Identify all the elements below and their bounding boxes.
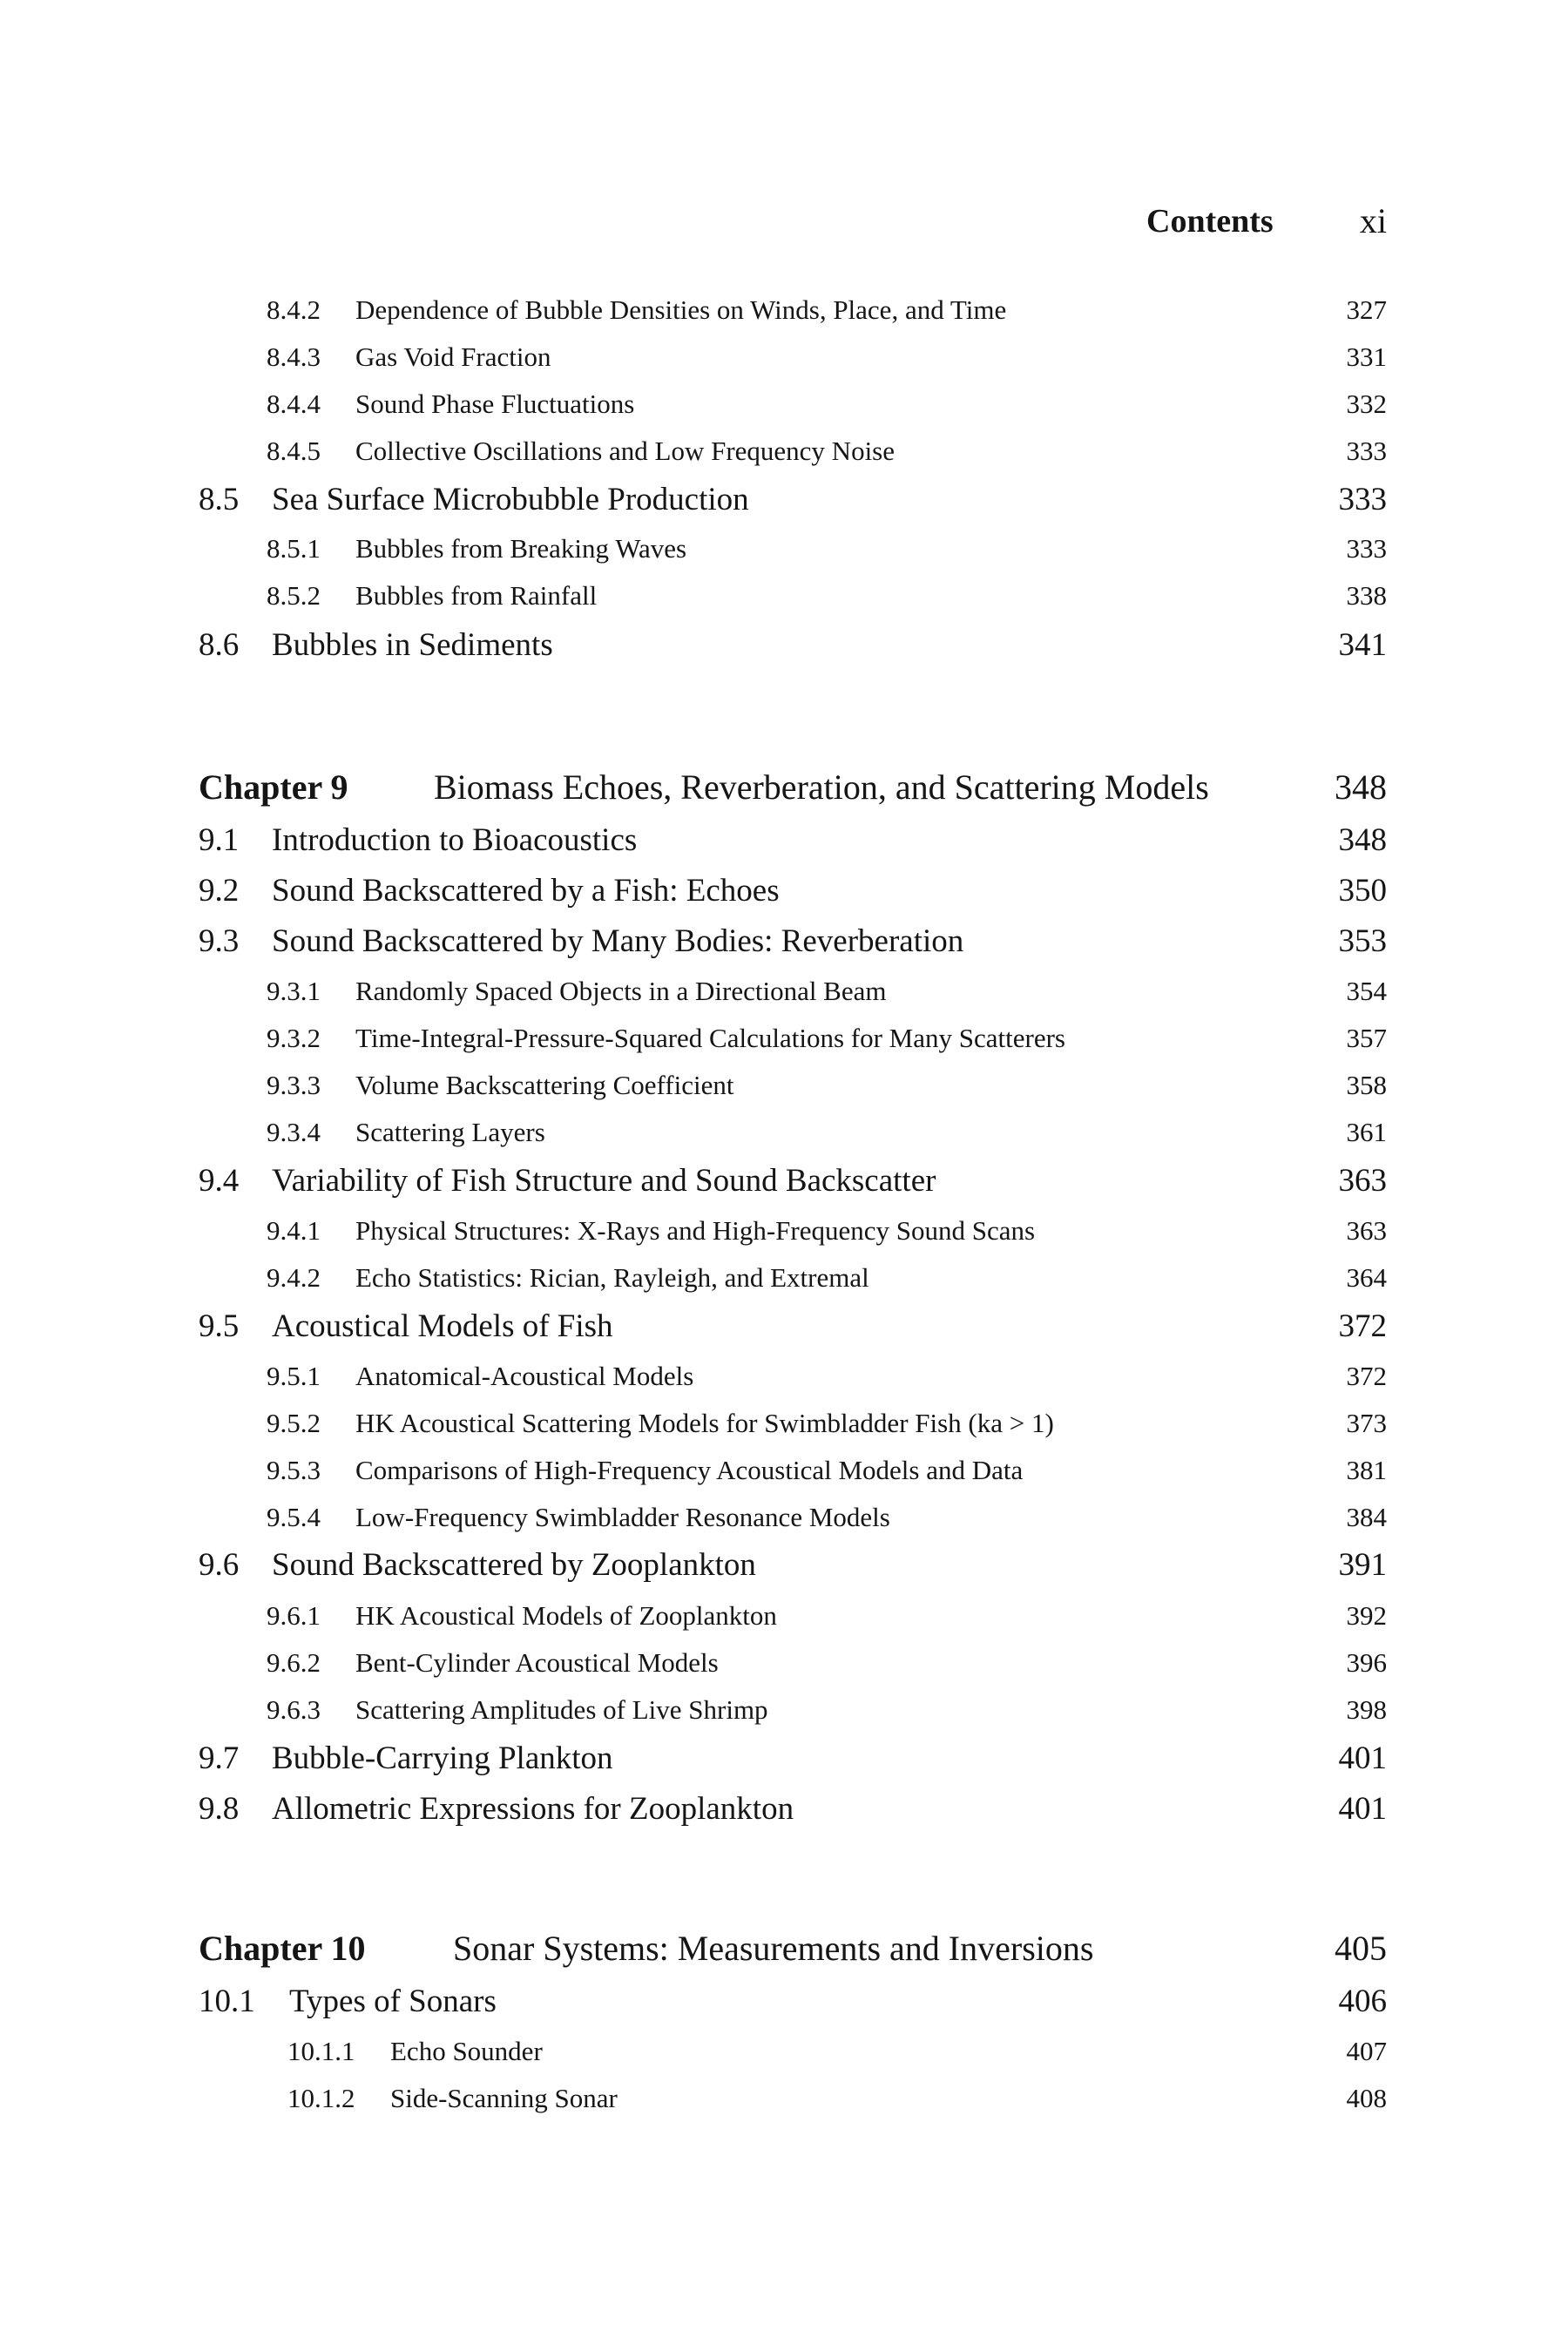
section-page: 372 <box>1338 1308 1387 1344</box>
toc-section-9-7 <box>0 1736 1568 1781</box>
section-page: 348 <box>1338 822 1387 858</box>
entry-page: 363 <box>1346 1215 1387 1246</box>
toc-section-9-5 <box>0 1304 1568 1349</box>
entry-title: Bubbles from Breaking Waves <box>355 533 687 564</box>
section-number: 9.1 <box>199 822 240 858</box>
entry-title: Time-Integral-Pressure-Squared Calculations for Many Scatterers <box>355 1023 1065 1053</box>
toc-entry-9-3-3 <box>0 1066 1568 1105</box>
entry-page: 381 <box>1346 1455 1387 1485</box>
entry-number: 9.3.4 <box>267 1117 321 1147</box>
entry-page: 358 <box>1346 1070 1387 1100</box>
toc-entry-8-5-1 <box>0 530 1568 568</box>
toc-entry-9-3-2 <box>0 1019 1568 1058</box>
toc-section-9-2 <box>0 868 1568 914</box>
toc-entry-9-4-1 <box>0 1212 1568 1250</box>
toc-section-8-6 <box>0 623 1568 668</box>
toc-entry-9-5-3 <box>0 1451 1568 1490</box>
section-title: Sound Backscattered by Many Bodies: Reverberation <box>272 923 964 959</box>
toc-section-8-5 <box>0 477 1568 523</box>
entry-page: 338 <box>1346 580 1387 611</box>
entry-page: 407 <box>1346 2036 1387 2066</box>
chapter-label: Chapter 10 <box>199 1929 366 1968</box>
section-title: Sea Surface Microbubble Production <box>272 482 749 517</box>
toc-section-9-1 <box>0 818 1568 863</box>
entry-page: 327 <box>1346 294 1387 325</box>
entry-title: HK Acoustical Models of Zooplankton <box>355 1600 777 1631</box>
section-page: 350 <box>1338 873 1387 909</box>
entry-number: 9.6.3 <box>267 1694 321 1725</box>
entry-page: 372 <box>1346 1361 1387 1391</box>
toc-entry-9-5-4 <box>0 1498 1568 1537</box>
section-page: 363 <box>1338 1163 1387 1199</box>
toc-entry-8-4-4 <box>0 385 1568 423</box>
chapter-page: 405 <box>1335 1929 1387 1968</box>
entry-page: 396 <box>1346 1647 1387 1678</box>
section-title: Bubble-Carrying Plankton <box>272 1740 613 1776</box>
entry-title: Side-Scanning Sonar <box>390 2083 618 2113</box>
entry-page: 331 <box>1346 341 1387 372</box>
section-number: 8.5 <box>199 482 240 517</box>
toc-chapter-10 <box>0 1923 1568 1974</box>
entry-number: 9.4.2 <box>267 1262 321 1293</box>
toc-entry-9-5-1 <box>0 1357 1568 1396</box>
toc-entry-8-4-3 <box>0 338 1568 376</box>
toc-entry-9-6-2 <box>0 1644 1568 1682</box>
entry-number: 9.6.1 <box>267 1600 321 1631</box>
entry-page: 364 <box>1346 1262 1387 1293</box>
section-title: Allometric Expressions for Zooplankton <box>272 1791 794 1827</box>
entry-number: 9.5.3 <box>267 1455 321 1485</box>
toc-entry-8-5-2 <box>0 577 1568 615</box>
entry-title: Echo Statistics: Rician, Rayleigh, and Extremal <box>355 1262 869 1293</box>
toc-section-9-8 <box>0 1787 1568 1832</box>
entry-page: 333 <box>1346 436 1387 466</box>
toc-entry-9-3-1 <box>0 972 1568 1010</box>
entry-title: HK Acoustical Scattering Models for Swimbladder Fish (ka > 1) <box>355 1408 1054 1438</box>
entry-title: Scattering Amplitudes of Live Shrimp <box>355 1694 768 1725</box>
entry-title: Comparisons of High-Frequency Acoustical Models and Data <box>355 1455 1024 1485</box>
entry-title: Volume Backscattering Coefficient <box>355 1070 734 1100</box>
entry-number: 9.3.1 <box>267 976 321 1006</box>
chapter-title: Biomass Echoes, Reverberation, and Scattering Models <box>434 767 1209 807</box>
section-page: 353 <box>1338 923 1387 959</box>
entry-title: Dependence of Bubble Densities on Winds, Place, and Time <box>355 294 1007 325</box>
section-title: Acoustical Models of Fish <box>272 1308 613 1344</box>
section-title: Sound Backscattered by a Fish: Echoes <box>272 873 780 909</box>
entry-page: 361 <box>1346 1117 1387 1147</box>
section-page: 391 <box>1338 1547 1387 1583</box>
chapter-title: Sonar Systems: Measurements and Inversions <box>453 1929 1094 1968</box>
entry-number: 8.4.3 <box>267 341 321 372</box>
section-page: 401 <box>1338 1740 1387 1776</box>
toc-entry-9-6-1 <box>0 1597 1568 1635</box>
chapter-page: 348 <box>1335 767 1387 807</box>
section-title: Types of Sonars <box>289 1984 497 2019</box>
entry-number: 8.5.1 <box>267 533 321 564</box>
section-title: Introduction to Bioacoustics <box>272 822 638 858</box>
toc-entry-10-1-2 <box>0 2079 1568 2118</box>
entry-number: 9.6.2 <box>267 1647 321 1678</box>
entry-title: Anatomical-Acoustical Models <box>355 1361 694 1391</box>
page-number: xi <box>1359 201 1387 240</box>
toc-entry-9-3-4 <box>0 1113 1568 1152</box>
section-number: 9.2 <box>199 873 240 909</box>
toc-entry-10-1-1 <box>0 2032 1568 2071</box>
entry-page: 373 <box>1346 1408 1387 1438</box>
entry-number: 9.3.2 <box>267 1023 321 1053</box>
section-page: 401 <box>1338 1791 1387 1827</box>
entry-page: 354 <box>1346 976 1387 1006</box>
section-title: Bubbles in Sediments <box>272 627 553 663</box>
entry-number: 8.4.2 <box>267 294 321 325</box>
entry-page: 408 <box>1346 2083 1387 2113</box>
entry-page: 384 <box>1346 1502 1387 1532</box>
entry-title: Low-Frequency Swimbladder Resonance Models <box>355 1502 890 1532</box>
toc-entry-9-6-3 <box>0 1691 1568 1729</box>
entry-title: Randomly Spaced Objects in a Directional Beam <box>355 976 887 1006</box>
entry-number: 9.5.1 <box>267 1361 321 1391</box>
entry-title: Sound Phase Fluctuations <box>355 389 635 419</box>
entry-number: 8.4.5 <box>267 436 321 466</box>
chapter-label: Chapter 9 <box>199 767 348 807</box>
section-number: 9.5 <box>199 1308 240 1344</box>
section-title: Sound Backscattered by Zooplankton <box>272 1547 756 1583</box>
entry-number: 9.5.2 <box>267 1408 321 1438</box>
entry-number: 8.4.4 <box>267 389 321 419</box>
entry-number: 9.4.1 <box>267 1215 321 1246</box>
entry-page: 332 <box>1346 389 1387 419</box>
section-title: Variability of Fish Structure and Sound Backscatter <box>272 1163 936 1199</box>
entry-page: 392 <box>1346 1600 1387 1631</box>
entry-title: Physical Structures: X-Rays and High-Frequency Sound Scans <box>355 1215 1036 1246</box>
entry-number: 10.1.1 <box>287 2036 355 2066</box>
toc-entry-9-4-2 <box>0 1259 1568 1297</box>
section-number: 8.6 <box>199 627 240 663</box>
section-number: 9.6 <box>199 1547 240 1583</box>
toc-chapter-9 <box>0 762 1568 813</box>
entry-page: 357 <box>1346 1023 1387 1053</box>
entry-number: 10.1.2 <box>287 2083 355 2113</box>
toc-section-9-3 <box>0 919 1568 964</box>
section-number: 9.3 <box>199 923 240 959</box>
entry-number: 9.3.3 <box>267 1070 321 1100</box>
section-number: 10.1 <box>199 1984 255 2019</box>
entry-title: Scattering Layers <box>355 1117 545 1147</box>
section-page: 333 <box>1338 482 1387 517</box>
toc-section-10-1 <box>0 1979 1568 2024</box>
section-number: 9.7 <box>199 1740 240 1776</box>
entry-title: Bent-Cylinder Acoustical Models <box>355 1647 719 1678</box>
entry-title: Echo Sounder <box>390 2036 543 2066</box>
entry-title: Collective Oscillations and Low Frequency Noise <box>355 436 896 466</box>
section-page: 406 <box>1338 1984 1387 2019</box>
entry-number: 8.5.2 <box>267 580 321 611</box>
running-head <box>1028 197 1394 246</box>
toc-entry-9-5-2 <box>0 1404 1568 1443</box>
entry-title: Bubbles from Rainfall <box>355 580 598 611</box>
running-head-title: Contents <box>1146 203 1274 240</box>
section-number: 9.8 <box>199 1791 240 1827</box>
toc-section-9-4 <box>0 1159 1568 1204</box>
section-page: 341 <box>1338 627 1387 663</box>
toc-entry-8-4-2 <box>0 291 1568 329</box>
entry-title: Gas Void Fraction <box>355 341 551 372</box>
entry-page: 398 <box>1346 1694 1387 1725</box>
toc-section-9-6 <box>0 1543 1568 1588</box>
toc-entry-8-4-5 <box>0 432 1568 470</box>
entry-page: 333 <box>1346 533 1387 564</box>
entry-number: 9.5.4 <box>267 1502 321 1532</box>
section-number: 9.4 <box>199 1163 240 1199</box>
